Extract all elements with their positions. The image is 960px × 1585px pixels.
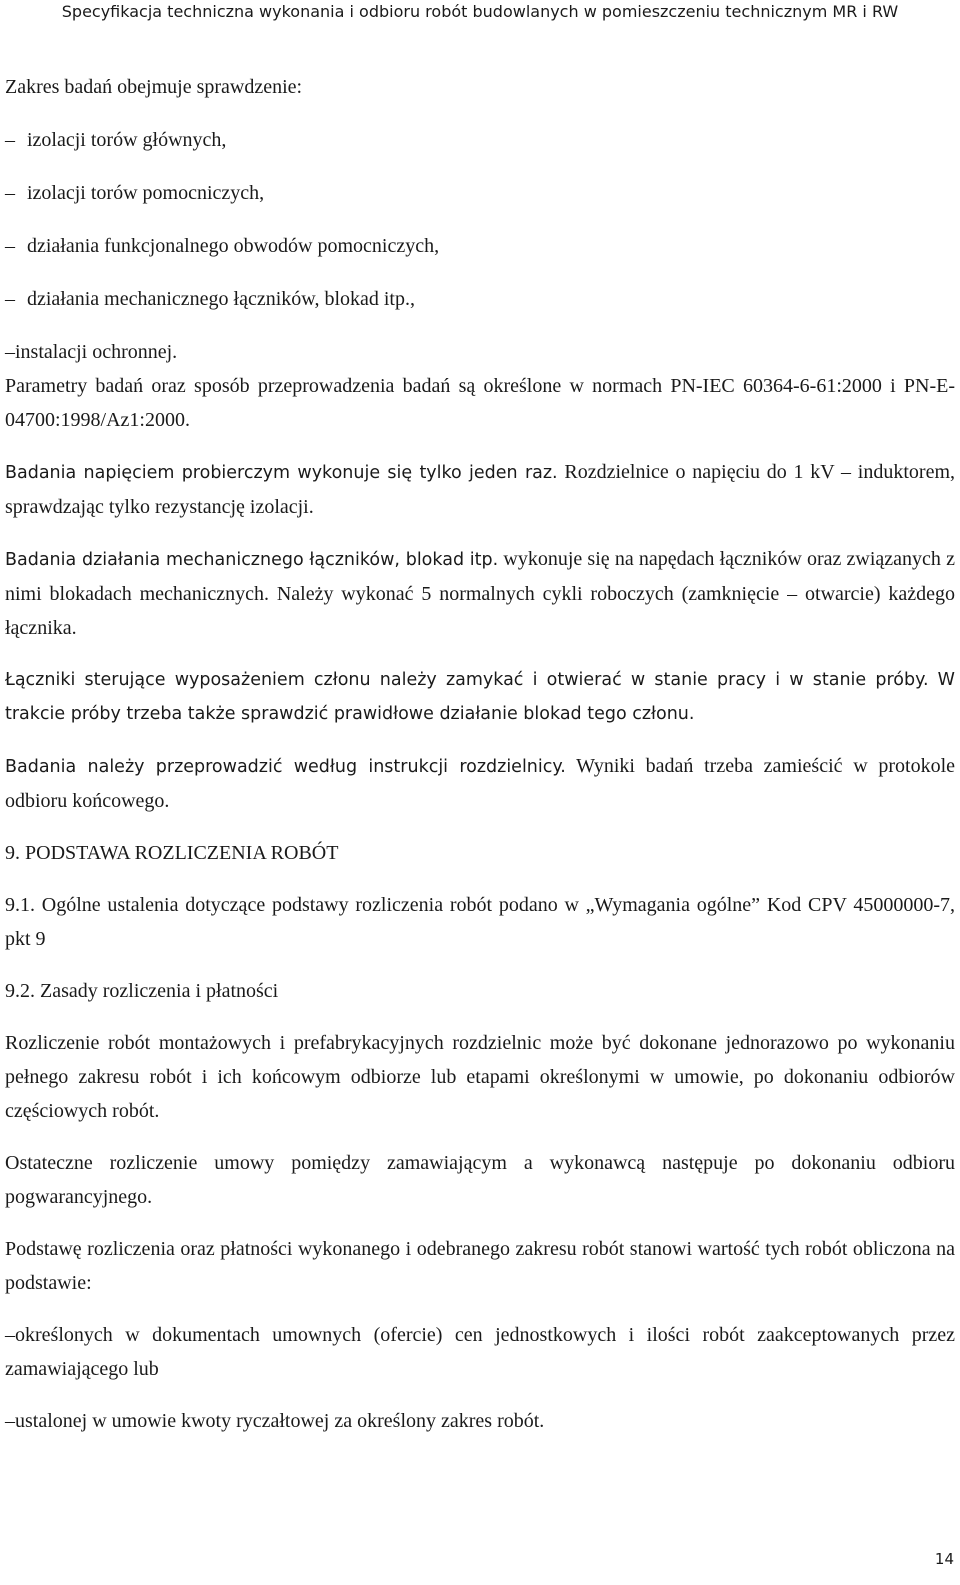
- basis-list: [5, 1318, 955, 1438]
- list-item: [5, 1318, 955, 1386]
- dash-bullet: –: [5, 1324, 15, 1346]
- section-heading: 9. PODSTAWA ROZLICZENIA ROBÓT: [5, 842, 339, 864]
- list-item: [5, 1404, 955, 1438]
- list-item-text: działania funkcjonalnego obwodów pomocniczych,: [27, 235, 440, 257]
- dash-bullet: –: [5, 182, 15, 204]
- instrukcja-text-b: Wyniki badań trzeba zamieścić w protokole odbioru końcowego.: [5, 755, 956, 812]
- dash-bullet: –: [5, 235, 15, 257]
- list-item-text: ustalonej w umowie kwoty ryczałtowej za określony zakres robót.: [15, 1410, 545, 1432]
- instrukcja-paragraph: [5, 749, 955, 818]
- napiecie-paragraph: [5, 455, 955, 524]
- section-9-2-heading: 9.2. Zasady rozliczenia i płatności: [5, 980, 279, 1002]
- ostateczne-paragraph: Ostateczne rozliczenie umowy pomiędzy zamawiającym a wykonawcą następuje po dokonaniu odbioru pogwarancyjnego.: [5, 1152, 955, 1208]
- list-item: [5, 123, 955, 157]
- page-number: 14: [934, 1550, 954, 1568]
- list-item: [5, 229, 955, 263]
- rozliczenie-paragraph: Rozliczenie robót montażowych i prefabrykacyjnych rozdzielnic może być dokonane jednorazowo po wykonaniu pełnego zakresu robót i ich końcowym odbiorze lub etapami określonymi w umowie, po dokonaniu odbiorów częściowych robót.: [5, 1032, 955, 1122]
- section-9-1: 9.1. Ogólne ustalenia dotyczące podstawy rozliczenia robót podano w „Wymagania ogólne” Kod CPV 45000000-7, pkt 9: [5, 894, 955, 950]
- check-list: [5, 123, 955, 369]
- list-item-text: izolacji torów głównych,: [27, 129, 227, 151]
- list-item: [5, 282, 955, 316]
- list-item: [5, 176, 955, 210]
- list-item-text: izolacji torów pomocniczych,: [27, 182, 265, 204]
- mechanical-text-c: Należy wykonać 5 normalnych cykli roboczych (zamknięcie – otwarcie) każdego łącznika.: [5, 583, 956, 639]
- instrukcja-text-a: Badania należy przeprowadzić według instrukcji rozdzielnicy.: [5, 757, 566, 777]
- napiecie-text-a: Badania napięciem probierczym wykonuje się tylko jeden raz.: [5, 463, 558, 483]
- mechanical-text-a: Badania działania mechanicznego łączników, blokad itp.: [5, 550, 499, 570]
- mechanical-paragraph: [5, 542, 955, 645]
- page-header: Specyfikacja techniczna wykonania i odbioru robót budowlanych w pomieszczeniu technicznym MR i RW: [61, 2, 899, 21]
- mechanical-text-b: wykonuje się na napędach łączników oraz związanych z nimi blokadach mechanicznych.: [5, 548, 955, 605]
- list-item-text: działania mechanicznego łączników, blokad itp.,: [27, 288, 415, 310]
- napiecie-text-b: Rozdzielnice o napięciu do 1 kV – induktorem, sprawdzając tylko rezystancję izolacji.: [5, 461, 956, 518]
- laczniki-paragraph: Łączniki sterujące wyposażeniem członu należy zamykać i otwierać w stanie pracy i w stanie próby. W trakcie próby trzeba także sprawdzić prawidłowe działanie blokad tego członu.: [5, 670, 955, 724]
- intro-text: Zakres badań obejmuje sprawdzenie:: [5, 76, 303, 98]
- dash-bullet: –: [5, 129, 15, 151]
- dash-bullet: –: [5, 288, 15, 310]
- dash-bullet: –: [5, 341, 15, 363]
- list-item-text: instalacji ochronnej.: [15, 341, 178, 363]
- podstawe-paragraph: Podstawę rozliczenia oraz płatności wykonanego i odebranego zakresu robót stanowi wartość tych robót obliczona na podstawie:: [5, 1238, 955, 1294]
- parametry-paragraph: Parametry badań oraz sposób przeprowadzenia badań są określone w normach PN-IEC 60364-6-61:2000 i PN-E-04700:1998/Az1:2000.: [5, 375, 955, 431]
- list-item-text: określonych w dokumentach umownych (ofercie) cen jednostkowych i ilości robót zaakceptowanych przez zamawiającego lub: [5, 1324, 955, 1380]
- page-content: [5, 70, 955, 1438]
- list-item: [5, 335, 955, 369]
- dash-bullet: –: [5, 1410, 15, 1432]
